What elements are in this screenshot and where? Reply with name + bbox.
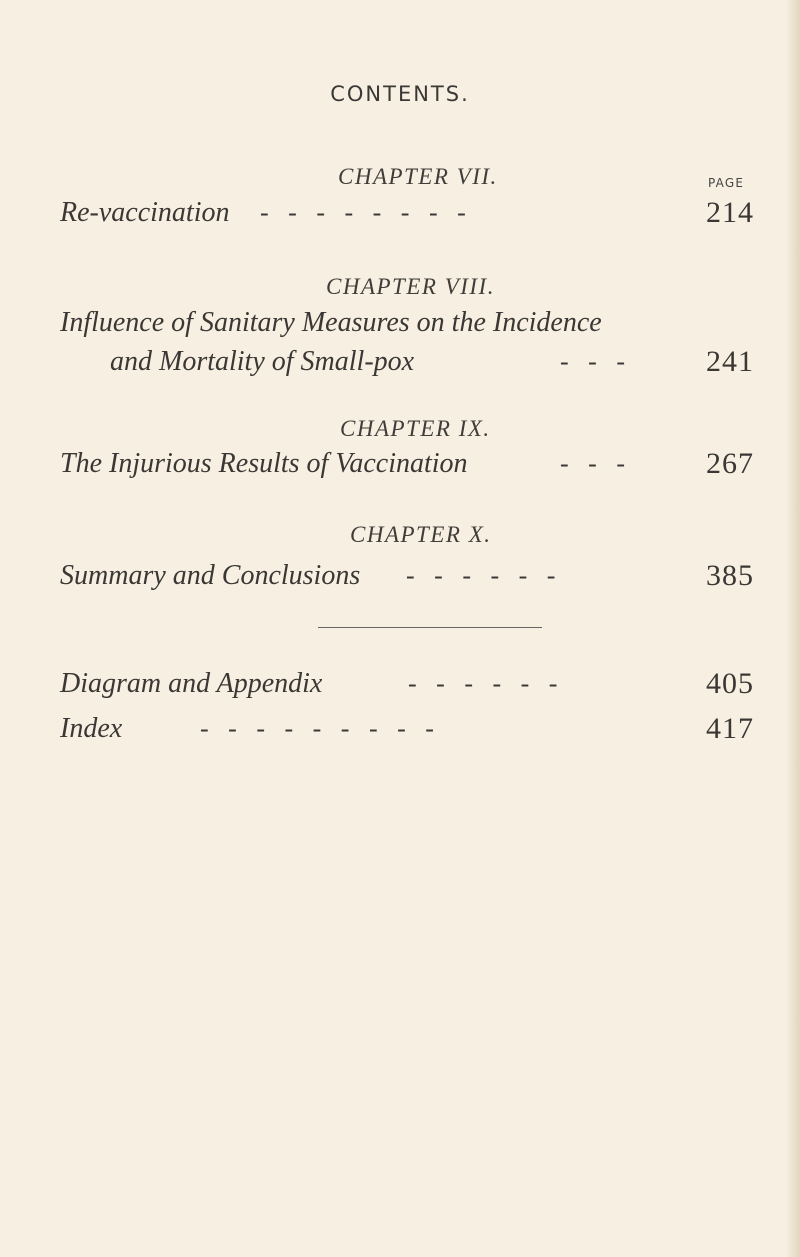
toc-page-number[interactable]: 241 [706, 345, 754, 378]
toc-page-number[interactable]: 417 [706, 712, 754, 745]
toc-entry-title[interactable]: Diagram and Appendix [60, 668, 323, 699]
toc-page-number[interactable]: 267 [706, 447, 754, 480]
chapter-heading: CHAPTER VIII. [326, 274, 495, 299]
toc-entry-title[interactable]: The Injurious Results of Vaccination [60, 448, 468, 479]
toc-entry-title[interactable]: Summary and Conclusions [60, 560, 361, 591]
chapter-heading: CHAPTER VII. [338, 164, 498, 189]
toc-entry-title[interactable]: Index [60, 713, 123, 744]
chapter-heading: CHAPTER X. [350, 522, 492, 547]
page-column-label: PAGE [708, 176, 745, 190]
section-divider [318, 627, 542, 628]
toc-page-number[interactable]: 405 [706, 667, 754, 700]
toc-page-number[interactable]: 385 [706, 559, 754, 592]
toc-leader: - - - - - - [408, 669, 558, 698]
page-edge [786, 0, 800, 1257]
chapter-heading: CHAPTER IX. [340, 416, 491, 441]
toc-page-number[interactable]: 214 [706, 196, 754, 229]
toc-leader: - - - [560, 347, 625, 376]
toc-entry-title[interactable]: Influence of Sanitary Measures on the Incidence [60, 307, 602, 338]
toc-leader: - - - [560, 449, 625, 478]
toc-entry-title[interactable]: Re-vaccination [60, 197, 230, 228]
toc-leader: - - - - - - [406, 561, 556, 590]
page-title: CONTENTS. [330, 82, 470, 106]
toc-entry-title-continued[interactable]: and Mortality of Small-pox [110, 346, 415, 377]
toc-leader: - - - - - - - - [260, 198, 466, 227]
toc-leader: - - - - - - - - - [200, 714, 434, 743]
